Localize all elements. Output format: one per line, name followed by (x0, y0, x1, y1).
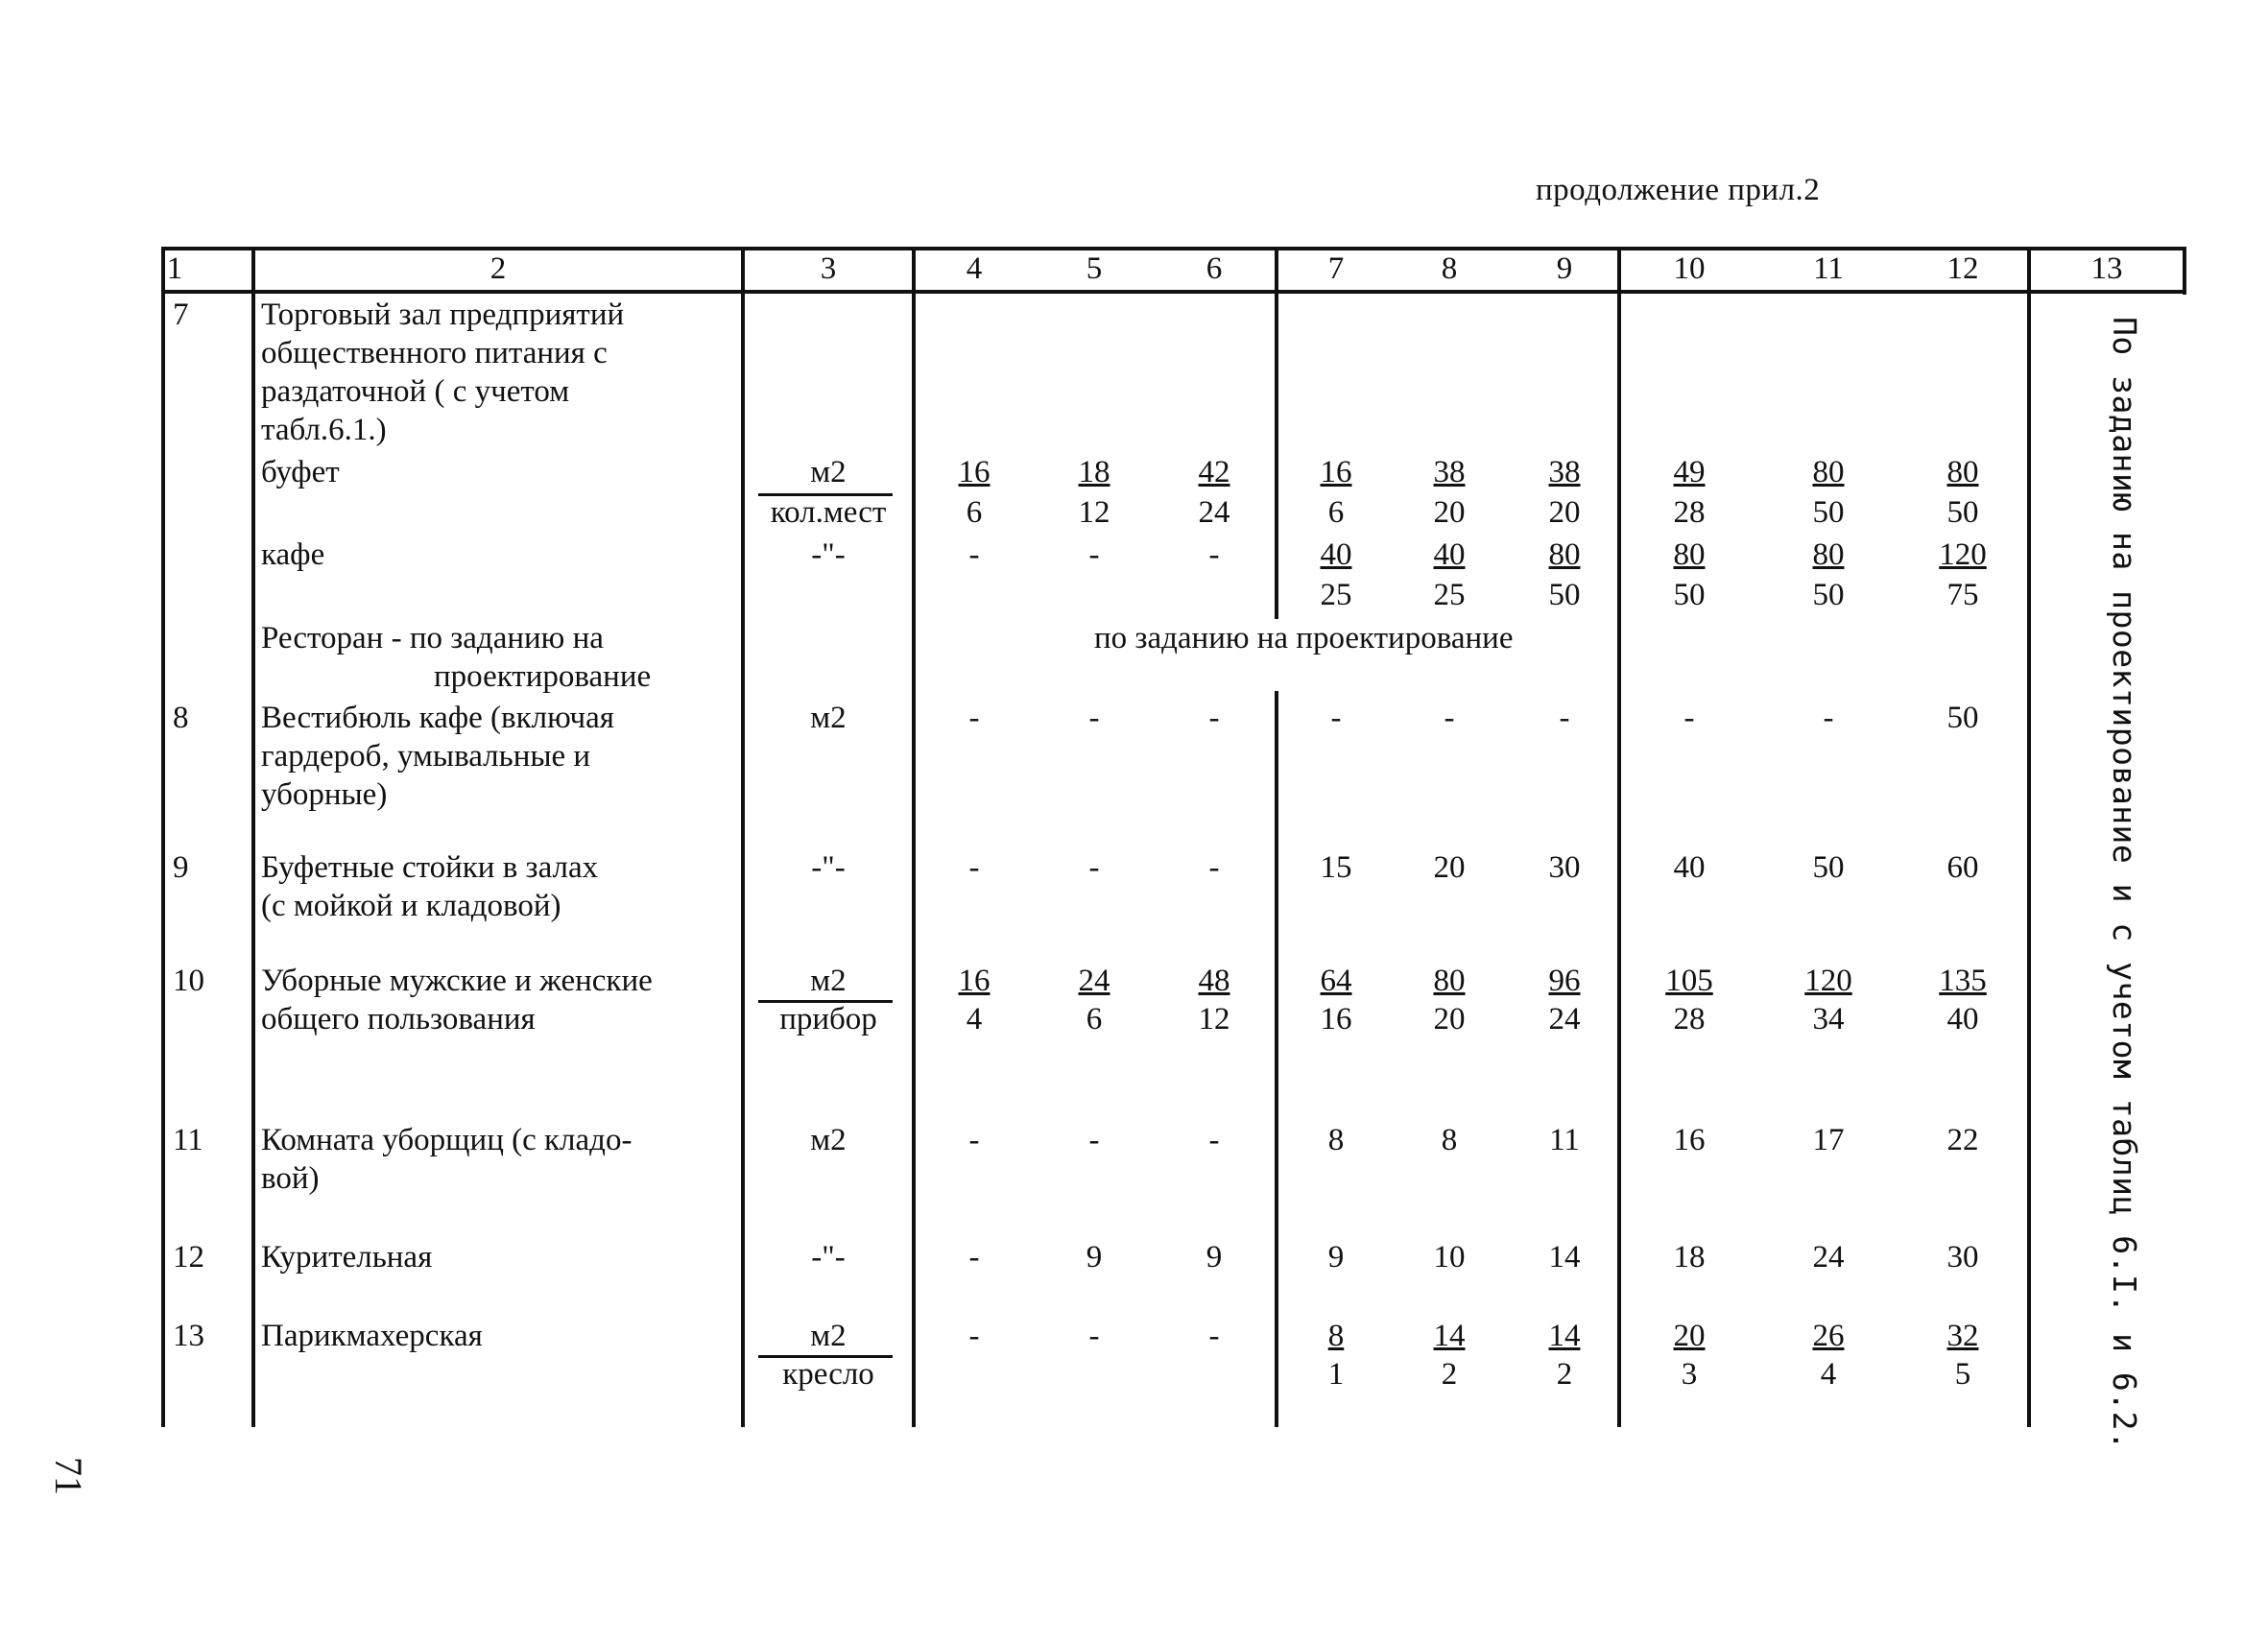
value: - (968, 701, 980, 735)
header-col-9: 9 (1556, 251, 1573, 286)
value: - (1444, 701, 1455, 735)
value-top: 16 (958, 455, 991, 489)
header-col-11: 11 (1813, 251, 1844, 286)
value: 30 (1548, 850, 1581, 885)
value-top: 24 (1078, 964, 1110, 998)
value: - (1208, 701, 1220, 735)
value: - (968, 1123, 980, 1157)
restoran-label-cont: проектирование (434, 659, 652, 694)
value-bottom: 75 (1946, 578, 1979, 612)
row-number: 13 (173, 1319, 204, 1353)
value: - (1683, 701, 1695, 735)
row-title-line: Буфетные стойки в залах (261, 850, 599, 885)
restoran-label: Ресторан - по заданию на (261, 621, 604, 655)
value: 15 (1320, 850, 1352, 885)
value: - (1088, 1123, 1100, 1157)
value: - (1088, 701, 1100, 735)
bufet-label: буфет (261, 455, 340, 489)
value: 60 (1946, 850, 1979, 885)
value: 40 (1673, 850, 1706, 885)
value-bottom: 25 (1320, 578, 1352, 612)
value-bottom: 50 (1946, 495, 1979, 530)
value-top: 80 (1548, 537, 1581, 572)
value-bottom: 34 (1812, 1002, 1845, 1036)
value-bottom: 4 (966, 1002, 983, 1036)
value-bottom: 4 (1820, 1357, 1837, 1392)
value-top: 16 (958, 964, 991, 998)
value: 8 (1441, 1123, 1458, 1157)
row-title-line: гардероб, умывальные и (261, 739, 591, 774)
value-top: 14 (1433, 1319, 1466, 1353)
value-top: 96 (1548, 964, 1581, 998)
row-title-line: Вестибюль кафе (включая (261, 701, 614, 735)
row-title-line: общественного питания с (261, 336, 608, 370)
header-col-1: 1 (166, 251, 183, 286)
value-bottom: 50 (1812, 578, 1845, 612)
value-bottom: 25 (1433, 578, 1466, 612)
value-top: 80 (1673, 537, 1706, 572)
value-top: 80 (1812, 455, 1845, 489)
value: 14 (1548, 1240, 1581, 1275)
value-bottom: 24 (1548, 1002, 1581, 1036)
value-top: 38 (1548, 455, 1581, 489)
value-bottom: 28 (1673, 1002, 1706, 1036)
value-dash: - (1208, 1319, 1220, 1353)
value-bottom: 2 (1441, 1357, 1458, 1392)
value-top: 80 (1946, 455, 1979, 489)
row-title-line: вой) (261, 1161, 320, 1196)
unit: м2 (810, 1123, 847, 1157)
value: 9 (1206, 1240, 1223, 1275)
value: 11 (1549, 1123, 1580, 1157)
header-bottom-border (161, 290, 2186, 294)
value-top: 40 (1433, 537, 1466, 572)
header-col-8: 8 (1441, 251, 1458, 286)
value: 50 (1946, 701, 1979, 735)
value-top: 16 (1320, 455, 1352, 489)
value-top: 40 (1320, 537, 1352, 572)
value-bottom: 1 (1327, 1357, 1345, 1392)
value-bottom: 12 (1198, 1002, 1230, 1036)
header-col-12: 12 (1946, 251, 1979, 286)
value-bottom: 5 (1954, 1357, 1971, 1392)
row-title-line: уборные) (261, 777, 388, 812)
value-bottom: 40 (1946, 1002, 1979, 1036)
value-dash: - (1088, 1319, 1100, 1353)
kafe-label: кафе (261, 537, 325, 572)
value-top: 42 (1198, 455, 1230, 489)
col-divider (2183, 247, 2186, 295)
table-top-border (161, 247, 2186, 250)
row-title-line: табл.6.1.) (261, 413, 387, 447)
row-title-line: раздаточной ( с учетом (261, 374, 570, 409)
row-number: 7 (173, 298, 189, 332)
value-top: 48 (1198, 964, 1230, 998)
value-bottom: 6 (1086, 1002, 1103, 1036)
page-number: 71 (47, 1457, 90, 1495)
value-bottom: 20 (1433, 1002, 1466, 1036)
value: - (968, 1240, 980, 1275)
value-bottom: 50 (1812, 495, 1845, 530)
value: 30 (1946, 1240, 1979, 1275)
value-top: 120 (1804, 964, 1852, 998)
value: 8 (1327, 1123, 1345, 1157)
value-top: 120 (1939, 537, 1987, 572)
value: - (1208, 1123, 1220, 1157)
value-bottom: 6 (1327, 495, 1345, 530)
value: 9 (1327, 1240, 1345, 1275)
value-bottom: 12 (1078, 495, 1110, 530)
value-bottom: 3 (1681, 1357, 1698, 1392)
value-bottom: 50 (1673, 578, 1706, 612)
row-title-line: Курительная (261, 1240, 433, 1275)
row-number: 10 (173, 964, 204, 998)
value-top: 80 (1812, 537, 1845, 572)
col-divider (161, 247, 165, 1427)
column-13-note: По заданию на проектирование и с учетом таблиц 6.I. и 6.2. (2106, 317, 2143, 1451)
row-title-line: Торговый зал предприятий (261, 298, 625, 332)
value: 24 (1812, 1240, 1845, 1275)
row-number: 9 (173, 850, 189, 885)
unit-bottom: кол.мест (770, 495, 887, 530)
unit-top: м2 (810, 1319, 847, 1353)
value-dash: - (968, 537, 980, 572)
row-title-line: Парикмахерская (261, 1319, 483, 1353)
row-number: 11 (173, 1123, 203, 1157)
value: 17 (1812, 1123, 1845, 1157)
value-top: 26 (1812, 1319, 1845, 1353)
value-top: 64 (1320, 964, 1352, 998)
continuation-note: продолжение прил.2 (1536, 173, 1821, 207)
value-top: 135 (1939, 964, 1987, 998)
unit-ditto: -"- (811, 1240, 846, 1275)
value-dash: - (968, 1319, 980, 1353)
unit-bottom: прибор (779, 1002, 877, 1036)
unit-ditto: -"- (811, 850, 846, 885)
value-bottom: 6 (966, 495, 983, 530)
value-top: 38 (1433, 455, 1466, 489)
row-title-line: Уборные мужские и женские (261, 964, 653, 998)
header-col-2: 2 (489, 251, 507, 286)
value-bottom: 24 (1198, 495, 1230, 530)
value-dash: - (1088, 537, 1100, 572)
value: 10 (1433, 1240, 1466, 1275)
value-bottom: 20 (1548, 495, 1581, 530)
unit-top: м2 (810, 964, 847, 998)
row-title-line: общего пользования (261, 1002, 536, 1036)
value: - (1208, 850, 1220, 885)
header-col-6: 6 (1206, 251, 1223, 286)
header-col-3: 3 (820, 251, 837, 286)
row-title-line: (с мойкой и кладовой) (261, 889, 561, 923)
value-top: 49 (1673, 455, 1706, 489)
value-top: 20 (1673, 1319, 1706, 1353)
value-bottom: 16 (1320, 1002, 1352, 1036)
value: - (1559, 701, 1570, 735)
value: - (1330, 701, 1342, 735)
value: 18 (1673, 1240, 1706, 1275)
value: 20 (1433, 850, 1466, 885)
row-number: 8 (173, 701, 189, 735)
value-bottom: 50 (1548, 578, 1581, 612)
value-top: 8 (1327, 1319, 1345, 1353)
value: - (1088, 850, 1100, 885)
header-col-5: 5 (1086, 251, 1103, 286)
value: 9 (1086, 1240, 1103, 1275)
value: 16 (1673, 1123, 1706, 1157)
value-top: 80 (1433, 964, 1466, 998)
value-bottom: 28 (1673, 495, 1706, 530)
unit-bottom: кресло (782, 1357, 874, 1392)
value: 22 (1946, 1123, 1979, 1157)
value-top: 32 (1946, 1319, 1979, 1353)
header-col-13: 13 (2090, 251, 2123, 286)
col-divider (912, 247, 916, 1427)
value-dash: - (1208, 537, 1220, 572)
value-bottom: 2 (1556, 1357, 1573, 1392)
row-title-line: Комната уборщиц (с кладо- (261, 1123, 633, 1157)
header-col-7: 7 (1327, 251, 1345, 286)
col-divider (251, 247, 255, 1427)
row-number: 12 (173, 1240, 204, 1275)
value-top: 14 (1548, 1319, 1581, 1353)
unit-top: м2 (810, 455, 847, 489)
value: 50 (1812, 850, 1845, 885)
header-col-10: 10 (1673, 251, 1706, 286)
value: - (1823, 701, 1834, 735)
unit: м2 (810, 701, 847, 735)
restoran-note: по заданию на проектирование (1094, 621, 1514, 655)
value: - (968, 850, 980, 885)
header-col-4: 4 (966, 251, 983, 286)
value-bottom: 20 (1433, 495, 1466, 530)
unit-ditto: -"- (811, 537, 846, 572)
value-top: 18 (1078, 455, 1110, 489)
value-top: 105 (1665, 964, 1713, 998)
